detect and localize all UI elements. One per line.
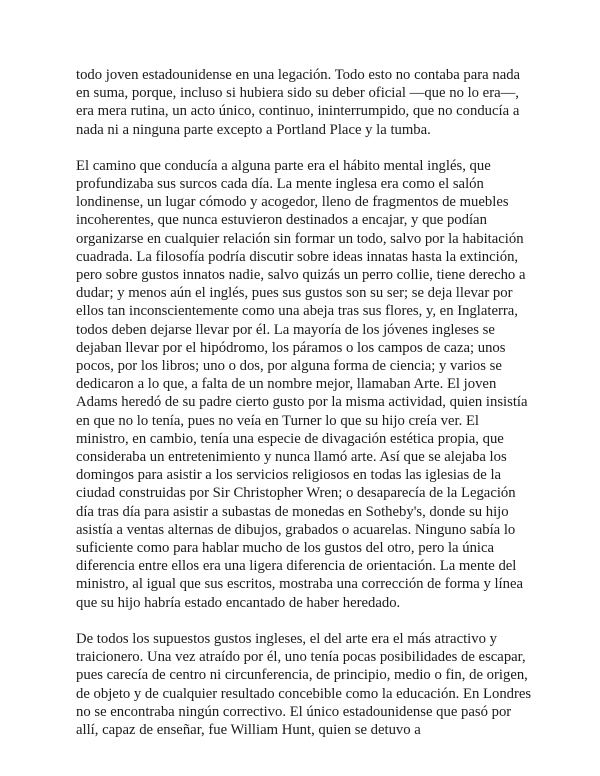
document-page: [76, 66, 532, 739]
paragraph-2: El camino que conducía a alguna parte era el hábito mental inglés, que profundizaba sus surcos cada día. La mente inglesa era como el salón londinense, un lugar cómodo y acogedor, lleno de fragmentos de muebles incoherentes, que nunca estuvieron destinados a encajar, y que podían organizarse en cualquier relación sin formar un todo, salvo por la habitación cuadrada. La filosofía podría discutir sobre ideas innatas hasta la extinción, pero sobre gustos innatos nadie, salvo quizás un perro collie, tiene derecho a dudar; y menos aún el inglés, pues sus gustos son su ser; se deja llevar por ellos tan inconscientemente como una abeja tras sus flores, y, en Inglaterra, todos deben dejarse llevar por él. La mayoría de los jóvenes ingleses se dejaban llevar por el hipódromo, los páramos o los campos de caza; unos pocos, por los libros; uno o dos, por alguna forma de ciencia; y varios se dedicaron a lo que, a falta de un nombre mejor, llamaban Arte. El joven Adams heredó de su padre cierto gusto por la misma actividad, quien insistía en que no lo tenía, pues no veía en Turner lo que su hijo creía ver. El ministro, en cambio, tenía una especie de divagación estética propia, que consideraba un entretenimiento y nunca llamó arte. Así que se alejaba los domingos para asistir a los servicios religiosos en todas las iglesias de la ciudad construidas por Sir Christopher Wren; o desaparecía de la Legación día tras día para asistir a subastas de monedas en Sotheby's, donde su hijo asistía a ventas alternas de dibujos, grabados o acuarelas. Ninguno sabía lo suficiente como para hablar mucho de los gustos del otro, pero la única diferencia entre ellos era una ligera diferencia de orientación. La mente del ministro, al igual que sus escritos, mostraba una corrección de forma y línea que su hijo habría estado encantado de haber heredado.: [76, 157, 528, 611]
paragraph-1: todo joven estadounidense en una legación. Todo esto no contaba para nada en suma, porque, incluso si hubiera sido su deber oficial —que no lo era—, era mera rutina, un acto único, continuo, ininterrumpido, que no conducía a nada ni a ninguna parte excepto a Portland Place y la tumba.: [76, 67, 521, 138]
paragraph-3: De todos los supuestos gustos ingleses, el del arte era el más atractivo y traicionero. Una vez atraído por él, uno tenía pocas posibilidades de escapar, pues carecía de centro ni circunferencia, de principio, medio o fin, de origen, de objeto y de cualquier resultado concebible como la educación. En Londres no se encontraba ningún correctivo. El único estadounidense que pasó por allí, capaz de enseñar, fue William Hunt, quien se detuvo a: [76, 630, 532, 738]
